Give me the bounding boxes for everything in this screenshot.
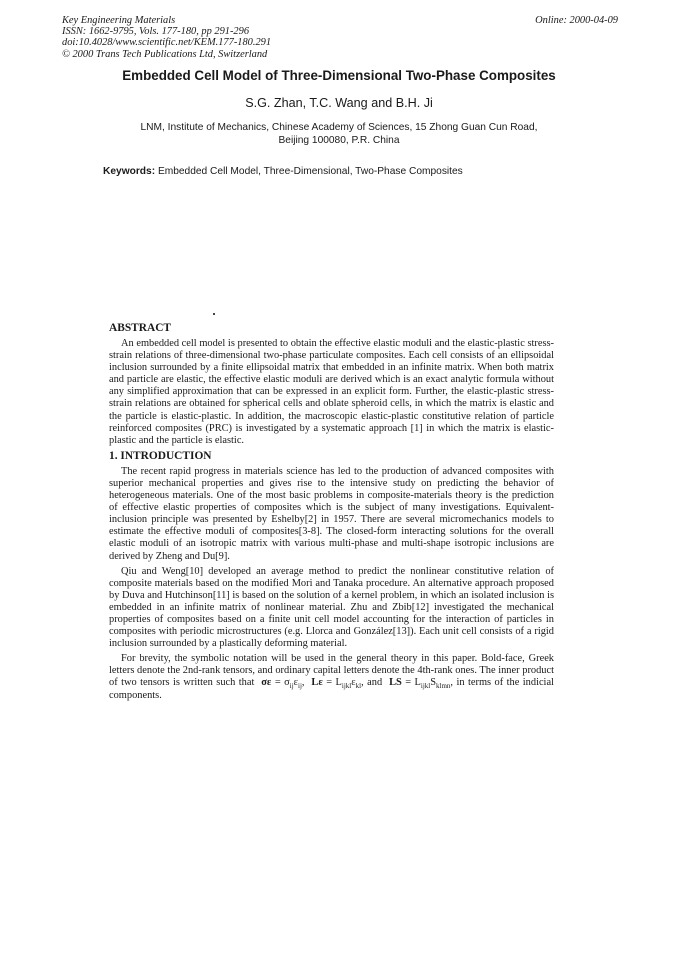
stray-mark	[213, 313, 215, 315]
intro-p3-text: For brevity, the symbolic notation will be used in the general theory in this paper. Bold-face, Greek letters denote the 2nd-rank tensors, and ordinary capital letters denote the 4th-rank ones. The inner product of two tensors is written such that	[109, 653, 554, 689]
intro-paragraph-2: Qiu and Weng[10] developed an average method to predict the nonlinear constitutive relation of composite materials based on the modified Mori and Tanaka procedure. An alternative approach proposed by Duva and Hutchinson[11] is based on the solution of a kernel problem, in which an isolated inclusion is embedded in an infinite matrix of nonlinear material. Zhu and Zbib[12] investigated the mechanical properties of composites based on a finite unit cell model accounting for the interaction of particles in composites with periodic microstructures (e.g. Llorca and González[13]). Each unit cell consists of a rigid inclusion surrounded by a plastically deforming material.	[109, 565, 554, 650]
keywords-label: Keywords:	[103, 166, 156, 177]
keywords-text: Embedded Cell Model, Three-Dimensional, Two-Phase Composites	[157, 166, 463, 177]
paper-body	[109, 322, 554, 705]
keywords	[103, 166, 463, 177]
introduction-heading: 1. INTRODUCTION	[109, 449, 212, 462]
online-date: Online: 2000-04-09	[535, 15, 618, 26]
paper-authors: S.G. Zhan, T.C. Wang and B.H. Ji	[245, 96, 433, 110]
journal-header	[62, 15, 618, 60]
intro-paragraph-1: The recent rapid progress in materials science has led to the production of advanced composites with superior mechanical properties and gives rise to the intensive study on predicting the behavior of heterogeneous materials. One of the most basic problems in composite-materials theory is the prediction of effective elastic properties of composites which is the subject of many investigations. Equivalent-inclusion principle was presented by Eshelby[2] in 1957. There are several micromechanics models to estimate the effective moduli of composites[3-8]. The closed-form interacting solutions for the overall elastic moduli of an isotropic matrix with various multi-phase and multi-shape isotropic inclusions are derived by Zheng and Du[9].	[109, 465, 554, 562]
paper-title: Embedded Cell Model of Three-Dimensional Two-Phase Composites	[122, 68, 556, 83]
formula-L-epsilon: $L\varepsilon = L_{ijkl}\varepsilon_{kl}$	[311, 677, 362, 691]
doi-line: doi:10.4028/www.scientific.net/KEM.177-180.291	[62, 37, 272, 49]
formula-L-S: LS = $L_{ijkl}S_{klmn}$	[389, 677, 451, 691]
intro-p3-tail: , in terms of the indicial components.	[109, 677, 554, 701]
formula-sigma-epsilon: $\sigma\varepsilon = \sigma_{ij}\varepsilon_{ij}$	[261, 677, 302, 691]
intro-paragraph-3: For brevity, the symbolic notation will be used in the general theory in this paper. Bold-face, Greek letters denote the 2nd-rank tensors, and ordinary capital letters denote the 4th-rank ones. The inner product of two tensors is written such that $\sigma\varepsilon = \sigma_{ij}\varepsilon_{ij}$, $L\varepsilon = L_{ijkl}\varepsilon_{kl}$, and LS = $L_{ijkl}S_{klmn}$, in terms of the indicial components.	[109, 653, 554, 701]
affiliation-line-1: LNM, Institute of Mechanics, Chinese Academy of Sciences, 15 Zhong Guan Cun Road,	[140, 122, 538, 133]
abstract-text: An embedded cell model is presented to obtain the effective elastic moduli and the elastic-plastic stress-strain relations of three-dimensional two-phase particulate composites. Each cell consists of an ellipsoidal inclusion surrounded by a finite ellipsoidal matrix that embedded in an infinite matrix. When both matrix and particle are elastic, the effective elastic moduli are derived which is an exact analytic formula without any simplified approximation that can be expressed in an explicit form. Further, the elastic-plastic stress-strain relations are obtained for spherical cells and oblate spheroid cells, in which the matrix is elastic and the particle is elastic-plastic. In addition, the macroscopic elastic-plastic constitutive relation of particle reinforced composites (PRC) is investigated by a systematic approach [1] in which the matrix is elastic-plastic and the particle is elastic.	[109, 338, 554, 446]
abstract-heading: ABSTRACT	[109, 322, 172, 334]
affiliation	[0, 122, 678, 147]
issn-line: ISSN: 1662-9795, Vols. 177-180, pp 291-296	[62, 26, 250, 38]
affiliation-line-2: Beijing 100080, P.R. China	[278, 134, 400, 146]
journal-name: Key Engineering Materials	[62, 15, 176, 26]
copyright-line: © 2000 Trans Tech Publications Ltd, Switzerland	[62, 48, 268, 60]
